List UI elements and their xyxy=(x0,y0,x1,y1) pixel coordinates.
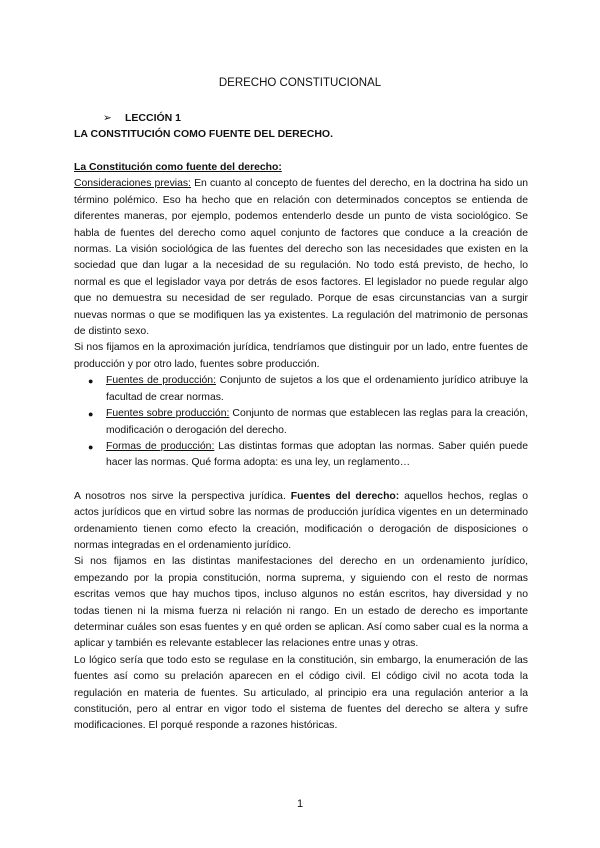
paragraph-text: aquellos hechos, reglas o actos jurídicos que en virtud sobre las normas de producción jurídica vigentes en un determinado ordenamiento tienen como efecto la creación, modificación o derogación de disposiciones o normas integradas en el ordenamiento jurídico. xyxy=(74,490,528,551)
bullet-icon: ● xyxy=(88,409,94,420)
list-item-label: Fuentes de producción: xyxy=(106,375,216,387)
list-item-text: Conjunto de sujetos a los que el ordenamiento jurídico atribuye la facultad de crear normas. xyxy=(106,375,528,403)
paragraph: Lo lógico sería que todo esto se regulase en la constitución, sin embargo, la enumeración de las fuentes así como su prelación aparecen en el código civil. El código civil no acota toda la regulación en materia de fuentes. Su articulado, al principio era una regulación anterior a la constitución, pero al entrar en vigor todo el sistema de fuentes del derecho se altera y sufre modificaciones. El porqué responde a razones históricas. xyxy=(74,654,528,732)
bullet-list xyxy=(74,373,528,471)
paragraph-considerations xyxy=(74,176,528,340)
list-item-label: Formas de producción: xyxy=(106,440,215,452)
paragraph: Si nos fijamos en las distintas manifestaciones del derecho en un ordenamiento jurídico, empezando por la propia constitución, norma suprema, y siguiendo con el resto de normas escritas vemos que hay muchos tipos, incluso algunos no están escritos, hay diversidad y no todas tienen ni la misma fuerza ni relación ni rango. En un estado de derecho es importante determinar cuáles son esas fuentes y en qué orden se aplican. Así como saber cual es la norma a aplicar y también es relevante establecer las relaciones entre unas y otras. xyxy=(74,556,528,650)
paragraph-definition xyxy=(74,489,528,555)
document-title: DERECHO CONSTITUCIONAL xyxy=(218,77,382,89)
lesson-subtitle: LA CONSTITUCIÓN COMO FUENTE DEL DERECHO. xyxy=(74,128,334,140)
paragraph-lead: Consideraciones previas: xyxy=(74,178,191,190)
bullet-icon: ● xyxy=(88,441,94,452)
list-item-text: Las distintas formas que adoptan las normas. Saber quién puede hacer las normas. Qué forma adopta: es una ley, un reglamento… xyxy=(106,440,528,469)
paragraph-text: A nosotros nos sirve la perspectiva jurídica. xyxy=(74,490,291,502)
definition-term: Fuentes del derecho: xyxy=(290,490,400,502)
list-item xyxy=(88,373,528,406)
list-item-text: Conjunto de normas que establecen las reglas para la creación, modificación o derogación del derecho. xyxy=(106,408,528,436)
paragraph-text: En cuanto al concepto de fuentes del derecho, en la doctrina ha sido un término polémico. Eso ha hecho que en relación con determinados conceptos se entienda de diferentes maneras, por ejemplo, podemos entenderlo desde un punto de vista sociológico. Se habla de fuentes del derecho como aquel conjunto de factores que conduce a la creación de normas. La visión sociológica de las fuentes del derecho son las necesidades que existen en la sociedad que dan lugar a la necesidad de su regulación. No todo está previsto, de hecho, lo normal es que el legislador vaya por detrás de esos factores. El legislador no puede regular algo que no demuestra su necesidad de ser regulado. Porque de esas circunstancias van a surgir nuevas normas o que se modifiquen las ya existentes. La regulación del matrimonio de personas de distinto sexo. xyxy=(74,178,528,338)
paragraph: Si nos fijamos en la aproximación jurídica, tendríamos que distinguir por un lado, entre fuentes de producción y por otro lado, fuentes sobre producción. xyxy=(74,342,528,370)
section-heading: La Constitución como fuente del derecho: xyxy=(74,162,282,173)
document-body xyxy=(74,160,528,735)
list-item-label: Fuentes sobre producción: xyxy=(106,408,230,420)
lesson-heading xyxy=(103,110,181,126)
lesson-label: LECCIÓN 1 xyxy=(125,112,182,124)
page-number: 1 xyxy=(296,798,304,810)
bullet-icon: ● xyxy=(88,376,94,387)
list-item xyxy=(88,439,528,472)
list-item xyxy=(88,406,528,439)
arrow-bullet-icon: ➢ xyxy=(103,112,112,124)
spacer xyxy=(74,472,528,489)
